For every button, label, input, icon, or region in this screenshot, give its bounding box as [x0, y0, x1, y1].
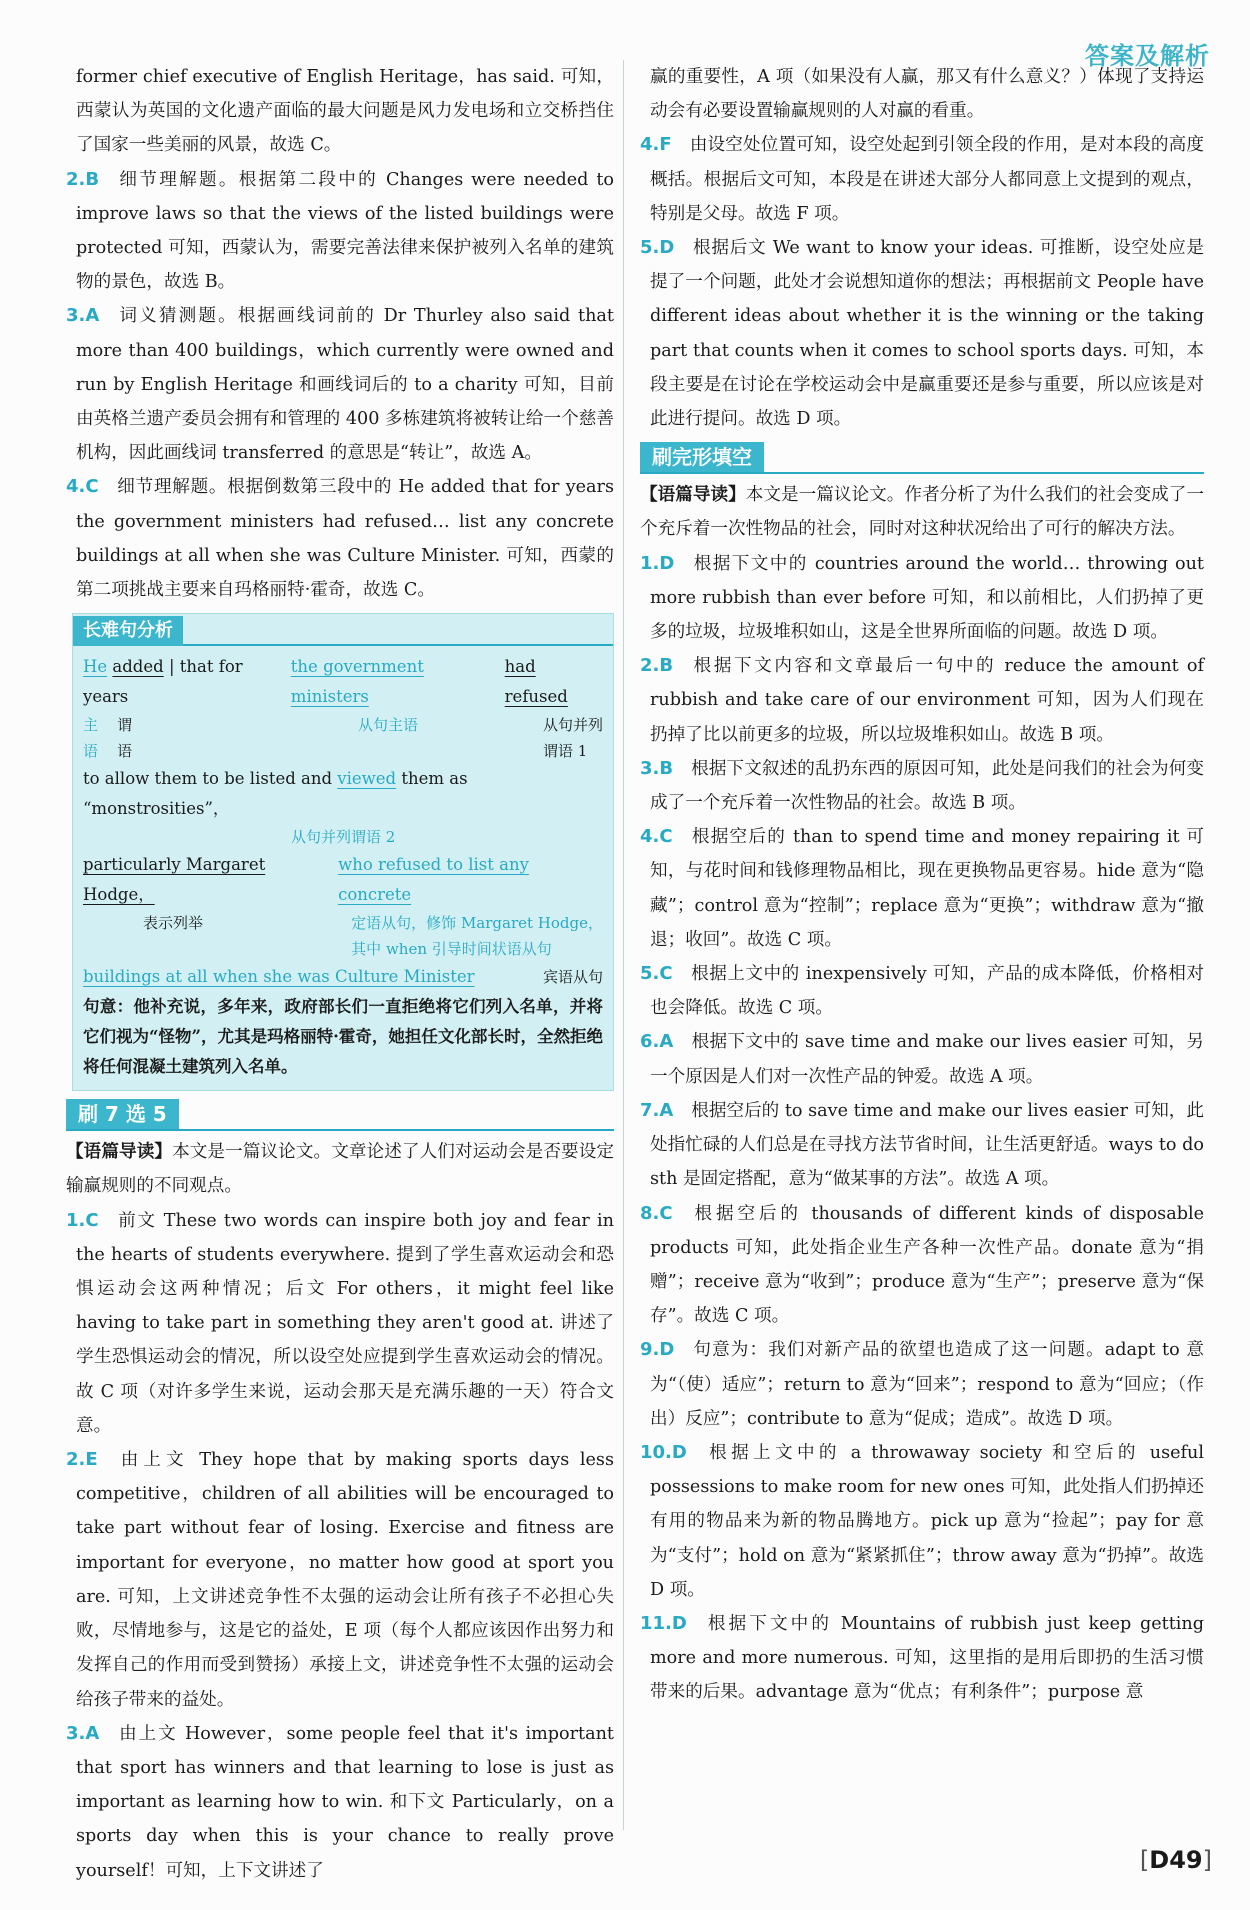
analysis-labels-1: 主 谓 语 语 从句主语 从句并列 谓语 1 — [83, 716, 603, 761]
answer-item — [66, 163, 614, 300]
answer-item: 11.D 根据下文中的 Mountains of rubbish just keep getting more and more numerous. 可知，这里指的是用后即扔的生活习惯带来的后果。advantage 意为“优点；有利条件”；purpose 意 — [640, 1612, 1204, 1703]
answer-item: 1.D 根据下文中的 countries around the world… throwing out more rubbish than ever before 可知，和以前相比，人们扔掉了更多的垃圾，垃圾堆积如山，这是全世界所面临的问题。故选 D 项。 — [640, 552, 1204, 643]
answer-text: 词义猜测题。根据画线词前的 Dr Thurley also said that more than 400 buildings，which currently were owned and run by English Heritage 和画线词后的 to a charity 可知，目前由英格兰遗产委员会拥有和管理的 400 多栋建筑将被转让给一个慈善机构，因此画线词 transferred 的意思是“转让”，故选 A。 — [76, 306, 614, 464]
right-column — [640, 60, 1204, 1710]
answer-list-3 — [640, 128, 1204, 436]
answer-item: 9.D 句意为：我们对新产品的欲望也造成了这一问题。adapt to 意为“（使）适应”；return to 意为“回来”；respond to 意为“回应；（作出）反应”；contribute to 意为“促成；造成”。故选 D 项。 — [640, 1339, 1204, 1429]
answer-list-1 — [66, 163, 614, 608]
answer-text: 细节理解题。根据倒数第三段中的 He added that for years the government ministers had refused… list any concrete buildings at all when she was Culture Minister. 可知，西蒙的第二项挑战主要来自玛格丽特·霍奇，故选 C。 — [76, 477, 614, 601]
left-column — [66, 60, 614, 1888]
answer-item: 1.C 前文 These two words can inspire both joy and fear in the hearts of students everywhere. 提到了学生喜欢运动会和恐惧运动会这两种情况；后文 For others，it might feel like having to take part in something they aren't good at. 讲述了学生恐惧运动会的情况，所以设空处应提到学生喜欢运动会的情况。故 C 项（对许多学生来说，运动会那天是充满乐趣的一天）符合文意。 — [66, 1209, 614, 1436]
answer-item: 10.D 根据上文中的 a throwaway society 和空后的 useful possessions to make room for new ones 可知，此处指人们扔掉还有用的物品来为新的物品腾地方。pick up 意为“捡起”；pay for 意为“支付”；hold on 意为“紧紧抓住”；throw away 意为“扔掉”。故选 D 项。 — [640, 1441, 1204, 1600]
passage-guide: 【语篇导读】本文是一篇议论文。文章论述了人们对运动会是否要设定输赢规则的不同观点。 — [66, 1142, 614, 1197]
section-heading-7-choose-5: 刷 7 选 5 — [66, 1099, 614, 1131]
answer-item: 3.A 由上文 However，some people feel that it's important that sport has winners and that learning to lose is just as important as learning how to win. 和下文 Particularly，on a sports day when this is your chance to really prove yourself！可知，上下文讲述了 — [66, 1722, 614, 1881]
answer-text: 细节理解题。根据第二段中的 Changes were needed to improve laws so that the views of the listed buildings were protected 可知，西蒙认为，需要完善法律来保护被列入名单的建筑物的景色，故选 B。 — [76, 169, 614, 293]
answer-item: 2.E 由上文 They hope that by making sports days less competitive，children of all abilities will be encouraged to take part without fear of losing. Exercise and fitness are important for everyone，no matter how good at sport you are. 可知，上文讲述竞争性不太强的运动会让所有孩子不必担心失败，尽情地参与，这是它的益处，E 项（每个人都应该因作出努力和发挥自己的作用而受到赞扬）承接上文，讲述竞争性不太强的运动会给孩子带来的益处。 — [66, 1449, 614, 1710]
answer-item: 4.C 根据空后的 than to spend time and money repairing it 可知，与花时间和钱修理物品相比，现在更换物品更容易。hide 意为“隐藏”；control 意为“控制”；replace 意为“更换”；withdraw 意为“撤退；收回”。故选 C 项。 — [640, 826, 1204, 950]
answer-item: 6.A 根据下文中的 save time and make our lives easier 可知，另一个原因是人们对一次性产品的钟爱。故选 A 项。 — [640, 1031, 1204, 1087]
answer-item: 3.B 根据下文叙述的乱扔东西的原因可知，此处是问我们的社会为何变成了一个充斥着一次性物品的社会。故选 B 项。 — [640, 757, 1204, 814]
passage-guide: 【语篇导读】本文是一篇议论文。作者分析了为什么我们的社会变成了一个充斥着一次性物品的社会，同时对这种状况给出了可行的解决方法。 — [640, 485, 1204, 540]
answer-number: 2.B — [66, 168, 100, 190]
answer-item: 4.F 由设空处位置可知，设空处起到引领全段的作用，是对本段的高度概括。根据后文可知，本段是在讲述大部分人都同意上文提到的观点，特别是父母。故选 F 项。 — [640, 134, 1204, 224]
answer-item: 5.D 根据后文 We want to know your ideas. 可推断，设空处应是提了一个问题，此处才会说想知道你的想法；再根据前文 People have different ideas about whether it is the winning or the taking part that counts when it comes to school sports days. 可知，本段主要是在讨论在学校运动会中是赢重要还是参与重要，所以应该是对此进行提问。故选 D 项。 — [640, 237, 1204, 430]
analysis-row-3: particularly Margaret Hodge， who refused to list any concrete — [83, 855, 529, 905]
analysis-labels-3: 表示列举 定语从句，修饰 Margaret Hodge， 其中 when 引导时间状语从句 — [143, 914, 603, 959]
answer-item — [66, 299, 614, 470]
analysis-row-2: to allow them to be listed and viewed them as “monstrosities”， — [83, 769, 468, 819]
sentence-analysis-box — [72, 613, 614, 1091]
section-heading-cloze: 刷完形填空 — [640, 442, 1204, 474]
answer-item: 5.C 根据上文中的 inexpensively 可知，产品的成本降低，价格相对也会降低。故选 C 项。 — [640, 963, 1204, 1019]
continued-paragraph: former chief executive of English Heritage，has said. 可知，西蒙认为英国的文化遗产面临的最大问题是风力发电场和立交桥挡住了国家一些美丽的风景，故选 C。 — [76, 67, 614, 156]
answer-list-4 — [640, 547, 1204, 1710]
answer-number: 3.A — [66, 305, 100, 327]
answer-list-2 — [66, 1204, 614, 1888]
page-number: [D49] — [1139, 1846, 1212, 1874]
answer-number: 4.C — [66, 476, 99, 498]
answer-item: 2.B 根据下文内容和文章最后一句中的 reduce the amount of rubbish and take care of our environment 可知，因为人们现在扔掉了比以前更多的垃圾，所以垃圾堆积如山。故选 B 项。 — [640, 655, 1204, 745]
column-divider — [623, 60, 624, 1830]
answer-item: 7.A 根据空后的 to save time and make our lives easier 可知，此处指忙碌的人们总是在寻找方法节省时间，让生活更舒适。ways to do sth 是固定搭配，意为“做某事的方法”。故选 A 项。 — [640, 1099, 1204, 1190]
analysis-row-4: buildings at all when she was Culture Minister 宾语从句 — [83, 967, 603, 987]
sentence-meaning: 句意：他补充说，多年来，政府部长们一直拒绝将它们列入名单，并将它们视为“怪物”，尤其是玛格丽特·霍奇，她担任文化部长时，全然拒绝将任何混凝土建筑列入名单。 — [83, 997, 604, 1077]
analysis-row-1: He added | that for years the government ministers had refused — [83, 657, 568, 707]
continued-paragraph: 赢的重要性，A 项（如果没有人赢，那又有什么意义？）体现了支持运动会有必要设置输赢规则的人对赢的看重。 — [650, 67, 1204, 122]
answer-item — [66, 470, 614, 607]
header-title: 答案及解析 — [1085, 42, 1210, 70]
analysis-labels-2: 从句并列谓语 2 — [291, 828, 396, 847]
answer-item: 8.C 根据空后的 thousands of different kinds of disposable products 可知，此处指企业生产各种一次性产品。donate 意为“捐赠”；receive 意为“收到”；produce 意为“生产”；preserve 意为“保存”。故选 C 项。 — [640, 1202, 1204, 1327]
analysis-heading: 长难句分析 — [73, 614, 613, 646]
